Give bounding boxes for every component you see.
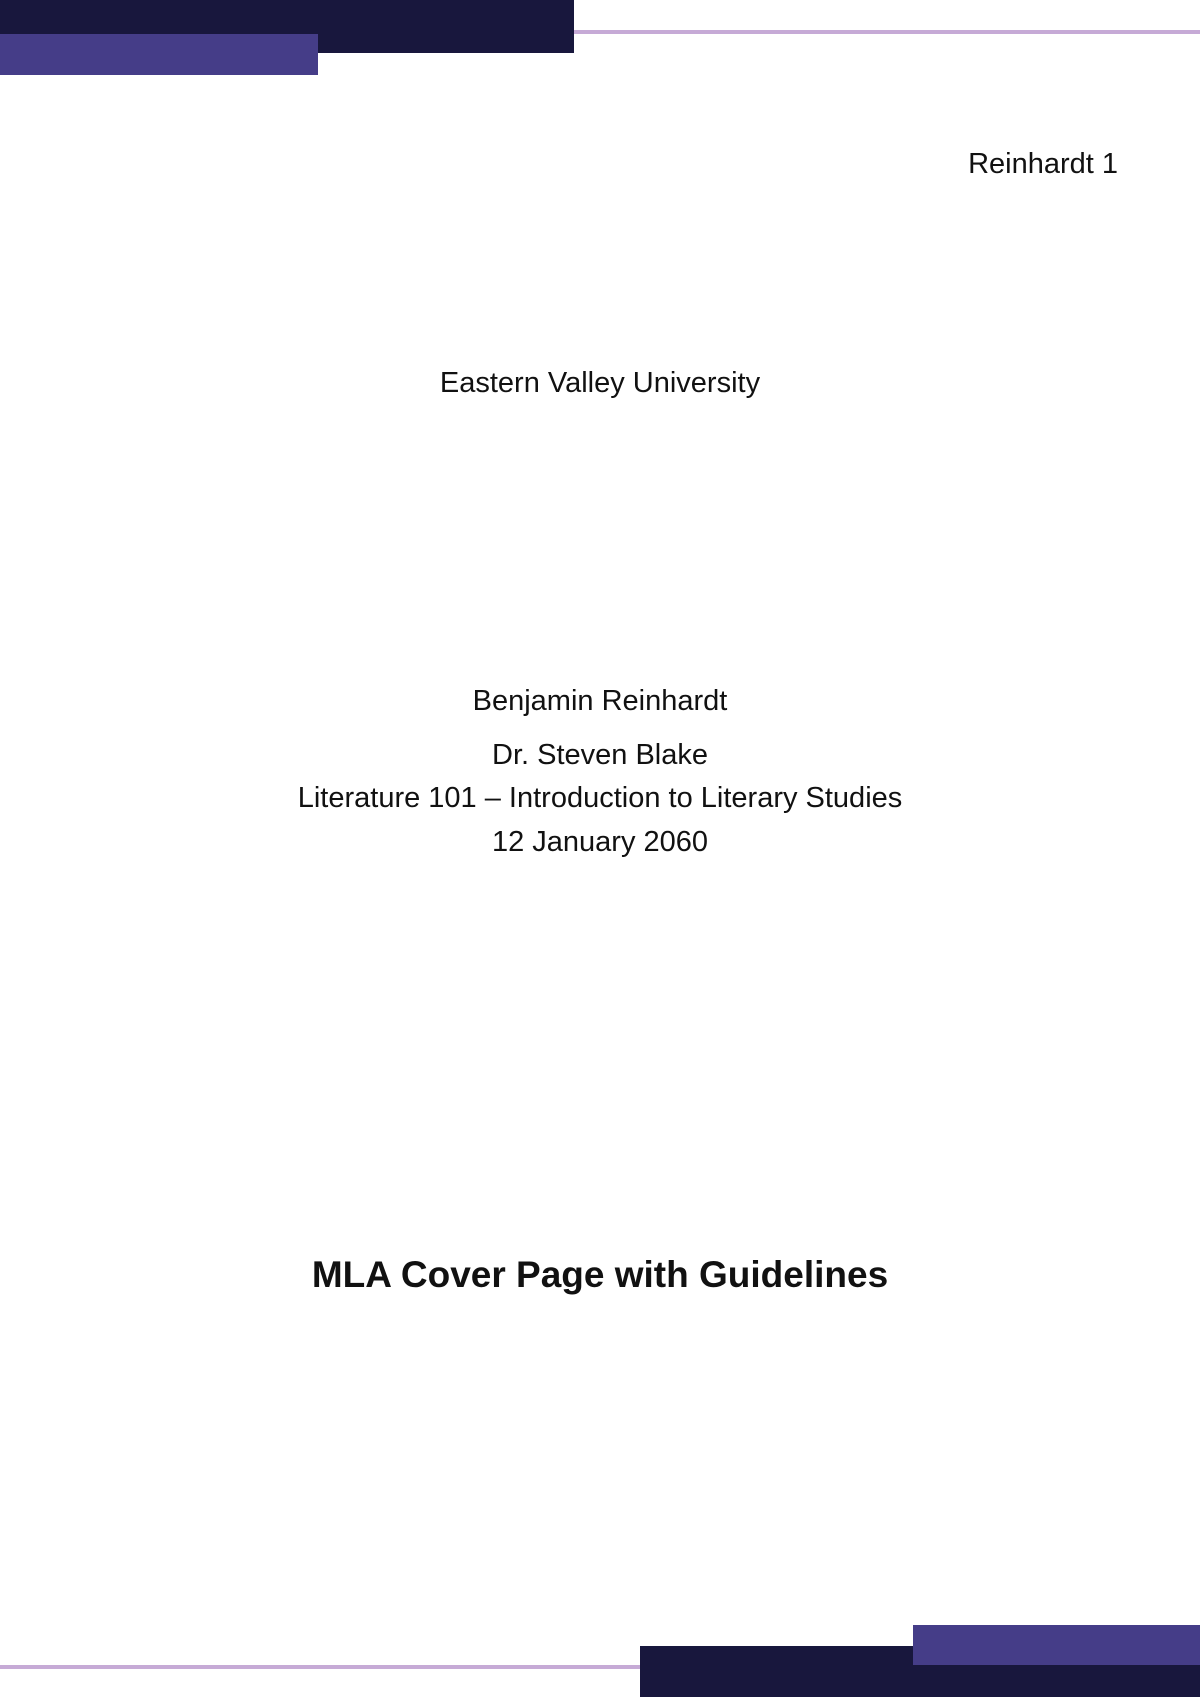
submission-date: 12 January 2060 <box>491 826 709 858</box>
top-lavender-line <box>574 30 1200 34</box>
course-name: Literature 101 – Introduction to Literary Studies <box>297 782 903 814</box>
running-header: Reinhardt 1 <box>968 148 1118 180</box>
student-name: Benjamin Reinhardt <box>472 685 728 717</box>
bottom-purple-bar <box>913 1625 1200 1665</box>
bottom-lavender-line <box>0 1665 650 1669</box>
paper-title: MLA Cover Page with Guidelines <box>311 1254 889 1295</box>
top-purple-bar <box>0 34 318 75</box>
institution-name: Eastern Valley University <box>439 367 761 399</box>
instructor-name: Dr. Steven Blake <box>492 739 708 771</box>
